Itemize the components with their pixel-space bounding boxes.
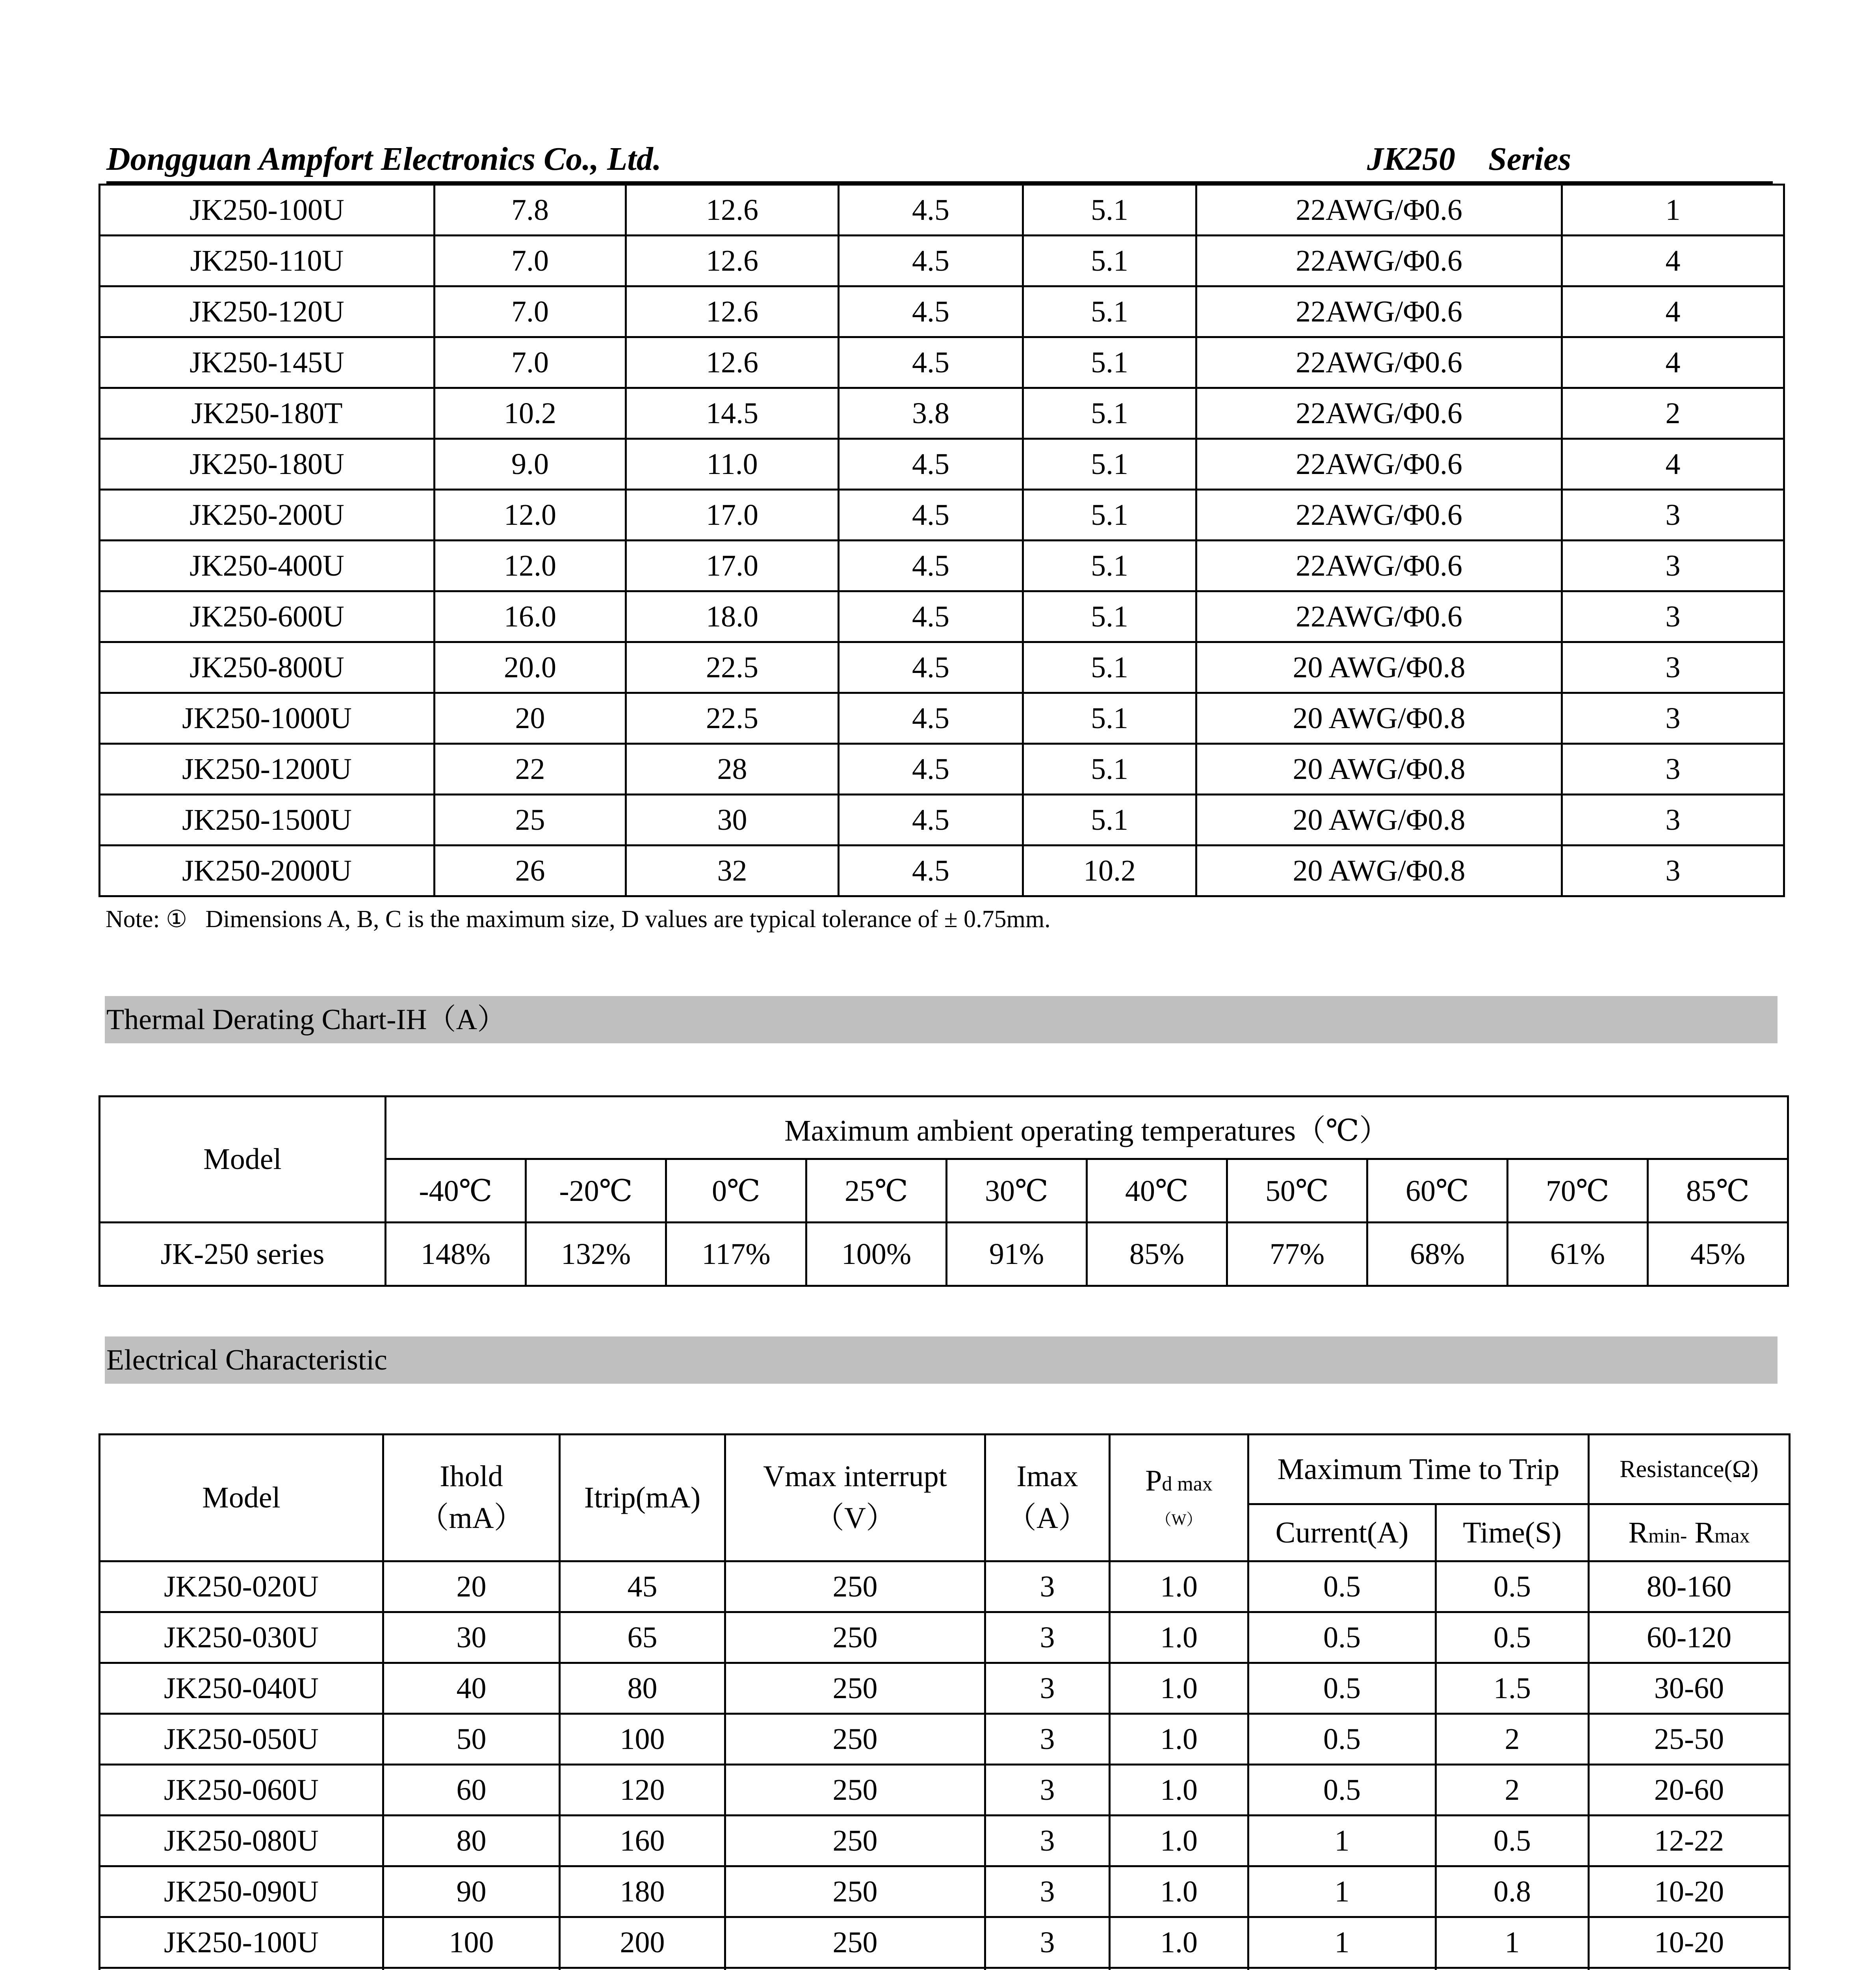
table-cell: 30-60 [1589, 1663, 1790, 1714]
table-cell: 10.2 [435, 388, 626, 439]
electrical-header-row [100, 1435, 1790, 1504]
table-row [100, 1561, 1790, 1612]
table-cell [1110, 1968, 1248, 1970]
table-cell: 4.5 [839, 286, 1023, 337]
temperature-cell: 60℃ [1367, 1159, 1508, 1223]
table-cell: 90 [383, 1866, 560, 1917]
table-cell [1248, 1968, 1436, 1970]
table-cell: 12.0 [435, 541, 626, 591]
table-cell: 1 [1248, 1816, 1436, 1866]
table-cell: JK250-110U [100, 236, 435, 286]
table-cell: JK250-1500U [100, 795, 435, 846]
table-cell: 1.0 [1110, 1714, 1248, 1765]
table-cell [100, 1968, 383, 1970]
table-cell: JK250-200U [100, 490, 435, 541]
table-cell: 4.5 [839, 236, 1023, 286]
electrical-section-title: Electrical Characteristic [105, 1336, 1778, 1384]
table-row [100, 1765, 1790, 1816]
table-cell: 250 [725, 1561, 985, 1612]
table-cell: 5.1 [1023, 286, 1196, 337]
table-cell: 4.5 [839, 337, 1023, 388]
table-cell: 5.1 [1023, 744, 1196, 795]
derating-value-cell: 45% [1648, 1223, 1788, 1286]
table-cell: 1 [1248, 1866, 1436, 1917]
table-cell: 16.0 [435, 591, 626, 642]
table-cell: 250 [725, 1663, 985, 1714]
table-cell: 3 [985, 1612, 1110, 1663]
table-cell: 12.6 [626, 185, 839, 236]
table-cell: 250 [725, 1917, 985, 1968]
table-cell: 3 [985, 1917, 1110, 1968]
table-cell: 3 [985, 1866, 1110, 1917]
table-cell: 5.1 [1023, 642, 1196, 693]
derating-value-cell: 148% [386, 1223, 526, 1286]
header-company: Dongguan Ampfort Electronics Co., Ltd. [106, 141, 661, 177]
table-cell: 2 [1436, 1765, 1589, 1816]
temperature-cell: -20℃ [526, 1159, 666, 1223]
table-cell: 250 [725, 1816, 985, 1866]
table-cell: 1.0 [1110, 1816, 1248, 1866]
table-cell: JK250-800U [100, 642, 435, 693]
table-cell: 0.5 [1436, 1561, 1589, 1612]
table-cell: 60 [383, 1765, 560, 1816]
table-cell: 20 AWG/Φ0.8 [1196, 795, 1562, 846]
table-cell: 4.5 [839, 541, 1023, 591]
derating-value-cell: 68% [1367, 1223, 1508, 1286]
table-cell: 4.5 [839, 642, 1023, 693]
table-cell: 4.5 [839, 591, 1023, 642]
table-cell: 1.0 [1110, 1561, 1248, 1612]
table-cell: JK250-030U [100, 1612, 383, 1663]
table-row [100, 591, 1784, 642]
table-cell: 7.0 [435, 236, 626, 286]
table-cell: 1.0 [1110, 1765, 1248, 1816]
table-row [100, 1663, 1790, 1714]
table-cell: 120 [560, 1765, 725, 1816]
table-cell: 22 [435, 744, 626, 795]
temperature-cell: 25℃ [806, 1159, 947, 1223]
table-cell: 4 [1562, 286, 1784, 337]
thermal-row-label: JK-250 series [100, 1223, 386, 1286]
table-cell: JK250-145U [100, 337, 435, 388]
table-cell: JK250-020U [100, 1561, 383, 1612]
table-cell: 9.0 [435, 439, 626, 490]
table-cell: 22AWG/Φ0.6 [1196, 236, 1562, 286]
table-row [100, 1866, 1790, 1917]
table-cell: 12.6 [626, 236, 839, 286]
table-cell: 1.0 [1110, 1917, 1248, 1968]
table-cell: 22AWG/Φ0.6 [1196, 388, 1562, 439]
table-cell: 5.1 [1023, 388, 1196, 439]
table-cell: 20 AWG/Φ0.8 [1196, 642, 1562, 693]
table-cell: 3 [985, 1561, 1110, 1612]
elec-time-header: Time(S) [1436, 1504, 1589, 1561]
electrical-characteristic-table [98, 1433, 1791, 1970]
elec-ihold-header: Ihold （mA） [383, 1435, 560, 1561]
table-cell: 3 [1562, 744, 1784, 795]
derating-value-cell: 91% [947, 1223, 1087, 1286]
elec-imax-header: Imax （A） [985, 1435, 1110, 1561]
table-cell: 5.1 [1023, 693, 1196, 744]
table-cell [383, 1968, 560, 1970]
table-cell: 3 [1562, 846, 1784, 896]
table-cell: 7.8 [435, 185, 626, 236]
table-cell: 11.0 [626, 439, 839, 490]
temperature-cell: 70℃ [1508, 1159, 1648, 1223]
table-cell: JK250-120U [100, 286, 435, 337]
table-cell: JK250-1200U [100, 744, 435, 795]
table-cell: 25-50 [1589, 1714, 1790, 1765]
dimension-table [98, 184, 1785, 897]
table-cell: 5.1 [1023, 541, 1196, 591]
table-cell: 160 [560, 1816, 725, 1866]
table-row [100, 693, 1784, 744]
table-cell: 12.6 [626, 337, 839, 388]
table-cell: JK250-400U [100, 541, 435, 591]
table-cell: 4.5 [839, 490, 1023, 541]
table-cell [560, 1968, 725, 1970]
table-cell: 30 [383, 1612, 560, 1663]
table-cell: 4 [1562, 439, 1784, 490]
temperature-cell: 40℃ [1087, 1159, 1227, 1223]
table-cell: 100 [383, 1917, 560, 1968]
derating-value-cell: 61% [1508, 1223, 1648, 1286]
table-cell: 1.0 [1110, 1612, 1248, 1663]
table-cell: 1.0 [1110, 1663, 1248, 1714]
table-cell: 10-20 [1589, 1917, 1790, 1968]
table-cell: 5.1 [1023, 236, 1196, 286]
elec-current-header: Current(A) [1248, 1504, 1436, 1561]
table-cell: JK250-600U [100, 591, 435, 642]
table-cell: 17.0 [626, 541, 839, 591]
table-cell: 4 [1562, 337, 1784, 388]
table-cell: JK250-080U [100, 1816, 383, 1866]
derating-value-cell: 77% [1227, 1223, 1367, 1286]
table-row [100, 236, 1784, 286]
table-cell: 250 [725, 1714, 985, 1765]
table-cell: 20 AWG/Φ0.8 [1196, 846, 1562, 896]
thermal-temps-header: Maximum ambient operating temperatures（℃） [386, 1097, 1788, 1159]
table-cell: JK250-090U [100, 1866, 383, 1917]
table-cell: 50 [383, 1714, 560, 1765]
table-cell: 5.1 [1023, 490, 1196, 541]
table-cell: JK250-060U [100, 1765, 383, 1816]
table-cell: 180 [560, 1866, 725, 1917]
derating-value-cell: 100% [806, 1223, 947, 1286]
table-cell [1589, 1968, 1790, 1970]
table-cell: 22AWG/Φ0.6 [1196, 541, 1562, 591]
table-cell: 1 [1562, 185, 1784, 236]
table-cell: 0.5 [1248, 1612, 1436, 1663]
derating-value-cell: 132% [526, 1223, 666, 1286]
table-cell: 40 [383, 1663, 560, 1714]
table-cell: JK250-100U [100, 1917, 383, 1968]
table-cell: 3 [985, 1765, 1110, 1816]
table-cell: 0.5 [1248, 1714, 1436, 1765]
table-cell: 3 [985, 1816, 1110, 1866]
table-cell: 22AWG/Φ0.6 [1196, 591, 1562, 642]
table-cell: 65 [560, 1612, 725, 1663]
dimension-note [106, 905, 1051, 933]
table-cell: JK250-2000U [100, 846, 435, 896]
table-cell: 3.8 [839, 388, 1023, 439]
table-cell: 250 [725, 1765, 985, 1816]
table-cell [985, 1968, 1110, 1970]
table-row [100, 1714, 1790, 1765]
table-cell: 1.0 [1110, 1866, 1248, 1917]
header-series: JK250 Series [1367, 141, 1571, 177]
table-cell: 12-22 [1589, 1816, 1790, 1866]
page-header [106, 134, 1773, 184]
table-cell: 25 [435, 795, 626, 846]
table-cell: 45 [560, 1561, 725, 1612]
table-row [100, 185, 1784, 236]
table-cell: 60-120 [1589, 1612, 1790, 1663]
table-cell: 17.0 [626, 490, 839, 541]
note-text: Dimensions A, B, C is the maximum size, D values are typical tolerance of ± 0.75mm. [187, 906, 1051, 933]
table-cell: 200 [560, 1917, 725, 1968]
table-cell: 3 [1562, 642, 1784, 693]
thermal-values-row [100, 1223, 1788, 1286]
table-cell: 5.1 [1023, 185, 1196, 236]
elec-vmax-header: Vmax interrupt （V） [725, 1435, 985, 1561]
table-cell: 5.1 [1023, 795, 1196, 846]
table-cell: JK250-100U [100, 185, 435, 236]
table-cell: 0.8 [1436, 1866, 1589, 1917]
table-row [100, 490, 1784, 541]
table-cell: 4 [1562, 236, 1784, 286]
thermal-section-title: Thermal Derating Chart-IH（A） [105, 996, 1778, 1043]
table-cell: JK250-040U [100, 1663, 383, 1714]
thermal-model-header: Model [100, 1097, 386, 1223]
table-cell: 2 [1436, 1714, 1589, 1765]
table-cell: 100 [560, 1714, 725, 1765]
table-cell: 3 [1562, 591, 1784, 642]
table-row [100, 1816, 1790, 1866]
table-cell: 26 [435, 846, 626, 896]
table-cell: 20.0 [435, 642, 626, 693]
table-cell: 3 [1562, 795, 1784, 846]
table-cell: 30 [626, 795, 839, 846]
table-cell: JK250-050U [100, 1714, 383, 1765]
table-cell: 22AWG/Φ0.6 [1196, 185, 1562, 236]
table-cell: 10-20 [1589, 1866, 1790, 1917]
table-cell: 0.5 [1436, 1612, 1589, 1663]
table-cell: 4.5 [839, 693, 1023, 744]
table-cell: 22.5 [626, 642, 839, 693]
table-row [100, 1612, 1790, 1663]
table-cell: 3 [1562, 541, 1784, 591]
table-cell: 250 [725, 1612, 985, 1663]
note-symbol: ① [166, 905, 188, 933]
table-cell [725, 1968, 985, 1970]
table-cell: 22AWG/Φ0.6 [1196, 490, 1562, 541]
table-cell: 250 [725, 1866, 985, 1917]
table-cell: 3 [1562, 693, 1784, 744]
thermal-header-row [100, 1097, 1788, 1159]
table-cell: 20 AWG/Φ0.8 [1196, 744, 1562, 795]
table-row [100, 1968, 1790, 1970]
table-row [100, 642, 1784, 693]
table-cell: 0.5 [1248, 1663, 1436, 1714]
elec-model-header: Model [100, 1435, 383, 1561]
table-cell: 12.6 [626, 286, 839, 337]
table-row [100, 795, 1784, 846]
table-cell: 5.1 [1023, 439, 1196, 490]
table-row [100, 439, 1784, 490]
table-row [100, 846, 1784, 896]
table-cell: 4.5 [839, 846, 1023, 896]
table-cell: 20 [435, 693, 626, 744]
table-cell: 80 [560, 1663, 725, 1714]
table-row [100, 388, 1784, 439]
table-cell: 22AWG/Φ0.6 [1196, 286, 1562, 337]
table-cell: 10.2 [1023, 846, 1196, 896]
table-row [100, 337, 1784, 388]
table-cell: JK250-180U [100, 439, 435, 490]
table-cell: 0.5 [1436, 1816, 1589, 1866]
table-cell: 20-60 [1589, 1765, 1790, 1816]
table-row [100, 744, 1784, 795]
table-cell: 18.0 [626, 591, 839, 642]
table-cell: 7.0 [435, 286, 626, 337]
table-cell: 32 [626, 846, 839, 896]
table-cell: 3 [985, 1663, 1110, 1714]
note-prefix: Note: [106, 906, 166, 933]
table-cell: 80 [383, 1816, 560, 1866]
table-row [100, 286, 1784, 337]
temperature-cell: 85℃ [1648, 1159, 1788, 1223]
table-cell: 4.5 [839, 795, 1023, 846]
table-cell: 4.5 [839, 744, 1023, 795]
table-cell: 80-160 [1589, 1561, 1790, 1612]
table-cell: 3 [985, 1714, 1110, 1765]
elec-trip-header: Maximum Time to Trip [1248, 1435, 1589, 1504]
derating-value-cell: 85% [1087, 1223, 1227, 1286]
table-cell: 3 [1562, 490, 1784, 541]
table-cell [1436, 1968, 1589, 1970]
table-cell: 5.1 [1023, 591, 1196, 642]
table-cell: 28 [626, 744, 839, 795]
table-cell: 20 AWG/Φ0.8 [1196, 693, 1562, 744]
table-cell: 1 [1248, 1917, 1436, 1968]
thermal-derating-table [98, 1095, 1789, 1287]
table-cell: 14.5 [626, 388, 839, 439]
table-cell: 22AWG/Φ0.6 [1196, 337, 1562, 388]
temperature-cell: 30℃ [947, 1159, 1087, 1223]
elec-itrip-header: Itrip(mA) [560, 1435, 725, 1561]
temperature-cell: 0℃ [666, 1159, 806, 1223]
table-cell: 20 [383, 1561, 560, 1612]
table-cell: JK250-1000U [100, 693, 435, 744]
temperature-cell: 50℃ [1227, 1159, 1367, 1223]
table-row [100, 1917, 1790, 1968]
table-cell: 4.5 [839, 185, 1023, 236]
table-cell: 5.1 [1023, 337, 1196, 388]
elec-rminmax-header: Rmin- Rmax [1589, 1504, 1790, 1561]
table-cell: 4.5 [839, 439, 1023, 490]
table-row [100, 541, 1784, 591]
table-cell: 22.5 [626, 693, 839, 744]
table-cell: 1 [1436, 1917, 1589, 1968]
table-cell: 0.5 [1248, 1765, 1436, 1816]
table-cell: 12.0 [435, 490, 626, 541]
table-cell: 7.0 [435, 337, 626, 388]
table-cell: 22AWG/Φ0.6 [1196, 439, 1562, 490]
table-cell: JK250-180T [100, 388, 435, 439]
elec-pd-header: Pd max （W） [1110, 1435, 1248, 1561]
elec-resistance-header: Resistance(Ω) [1589, 1435, 1790, 1504]
temperature-cell: -40℃ [386, 1159, 526, 1223]
table-cell: 1.5 [1436, 1663, 1589, 1714]
derating-value-cell: 117% [666, 1223, 806, 1286]
table-cell: 2 [1562, 388, 1784, 439]
table-cell: 0.5 [1248, 1561, 1436, 1612]
